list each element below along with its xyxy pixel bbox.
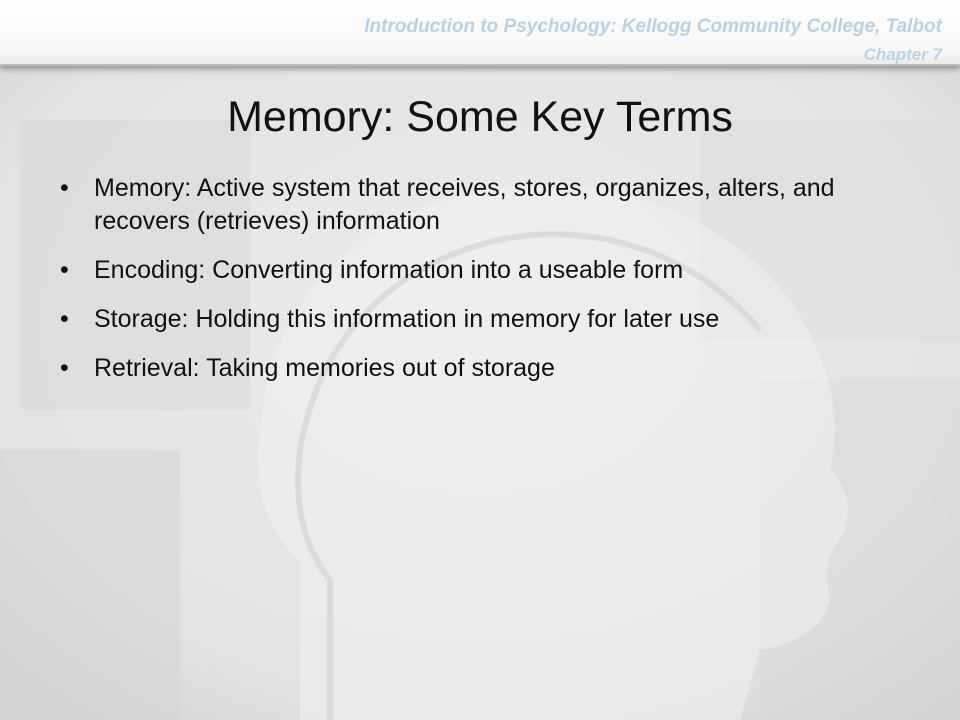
bullet-dot-icon: • <box>60 256 69 284</box>
bullet-dot-icon: • <box>60 305 69 333</box>
chapter-label: Chapter 7 <box>863 45 942 64</box>
bullet-dot-icon: • <box>60 354 69 382</box>
header-divider <box>0 64 960 66</box>
bullet-dot-icon: • <box>60 174 69 202</box>
bullet-item-retrieval <box>58 352 918 385</box>
slide-title: Memory: Some Key Terms <box>227 93 733 141</box>
bullet-item-storage <box>58 303 918 336</box>
bullet-text: Memory: Active system that receives, stores, organizes, alters, and recovers (retrieves) information <box>94 174 835 235</box>
course-title: Introduction to Psychology: Kellogg Community College, Talbot <box>364 16 942 37</box>
bullet-item-memory <box>58 172 918 238</box>
bullet-text: Storage: Holding this information in memory for later use <box>94 305 720 333</box>
bullet-item-encoding <box>58 254 918 287</box>
bullet-text: Retrieval: Taking memories out of storage <box>94 354 555 382</box>
bullet-list <box>58 172 918 401</box>
bullet-text: Encoding: Converting information into a useable form <box>94 256 684 284</box>
